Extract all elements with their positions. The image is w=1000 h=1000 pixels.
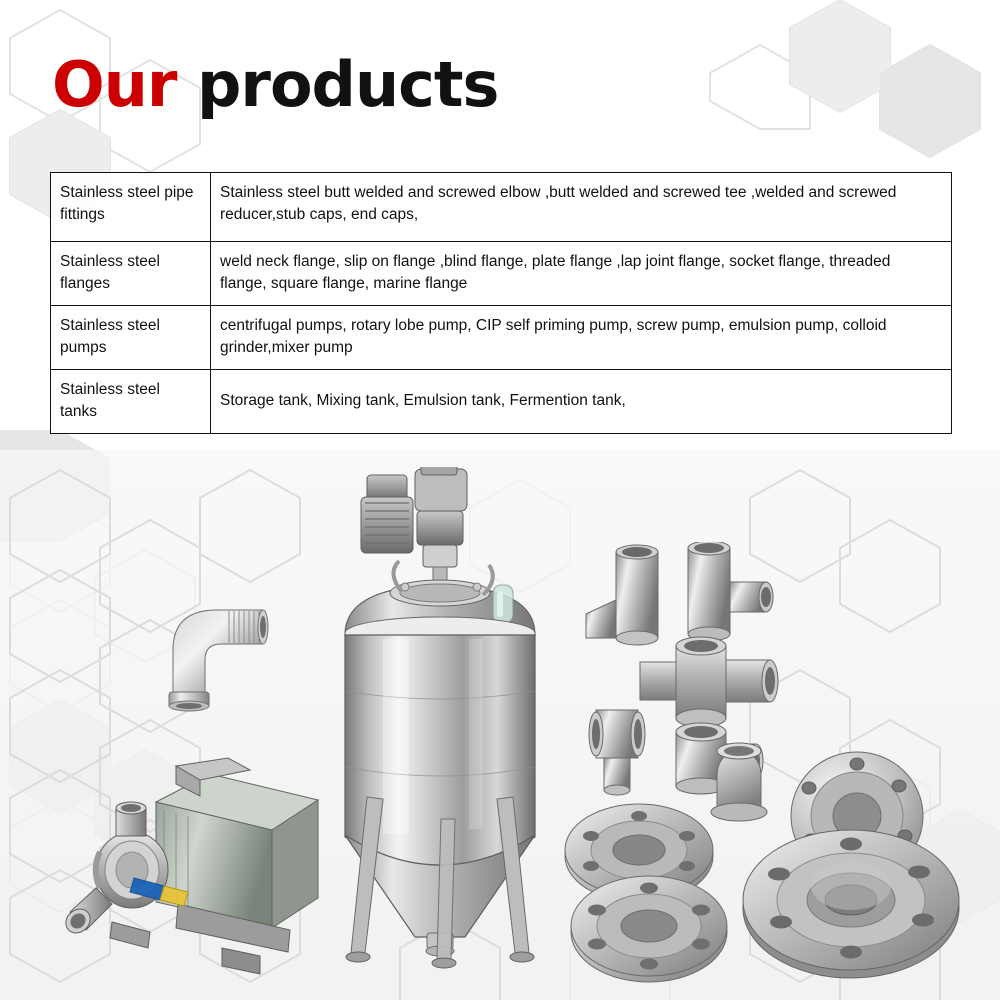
stainless-steel-flanges-photo [555, 742, 965, 992]
table-cell-category: Stainless steel pumps [51, 305, 211, 369]
table-row [51, 305, 952, 369]
page-title-accent: Our [52, 48, 177, 121]
stainless-steel-elbow-photo [155, 592, 285, 712]
product-photo-collage [0, 452, 1000, 1000]
table-row [51, 369, 952, 433]
table-cell-category: Stainless steel flanges [51, 242, 211, 306]
product-category-table [50, 172, 952, 434]
table-cell-description: Storage tank, Mixing tank, Emulsion tank, Fermention tank, [211, 369, 952, 433]
page-title-main: products [176, 48, 499, 121]
stainless-steel-sanitary-pump-photo [60, 752, 320, 987]
page-title [52, 48, 498, 121]
stainless-steel-mixing-tank-photo [305, 467, 595, 987]
table-row [51, 242, 952, 306]
table-cell-description: weld neck flange, slip on flange ,blind flange, plate flange ,lap joint flange, socket flange, threaded flange, square flange, marine flange [211, 242, 952, 306]
table-cell-description: Stainless steel butt welded and screwed elbow ,butt welded and screwed tee ,welded and screwed reducer,stub caps, end caps, [211, 173, 952, 242]
table-cell-category: Stainless steel tanks [51, 369, 211, 433]
table-cell-description: centrifugal pumps, rotary lobe pump, CIP self priming pump, screw pump, emulsion pump, colloid grinder,mixer pump [211, 305, 952, 369]
table-cell-category: Stainless steel pipe fittings [51, 173, 211, 242]
table-row [51, 173, 952, 242]
